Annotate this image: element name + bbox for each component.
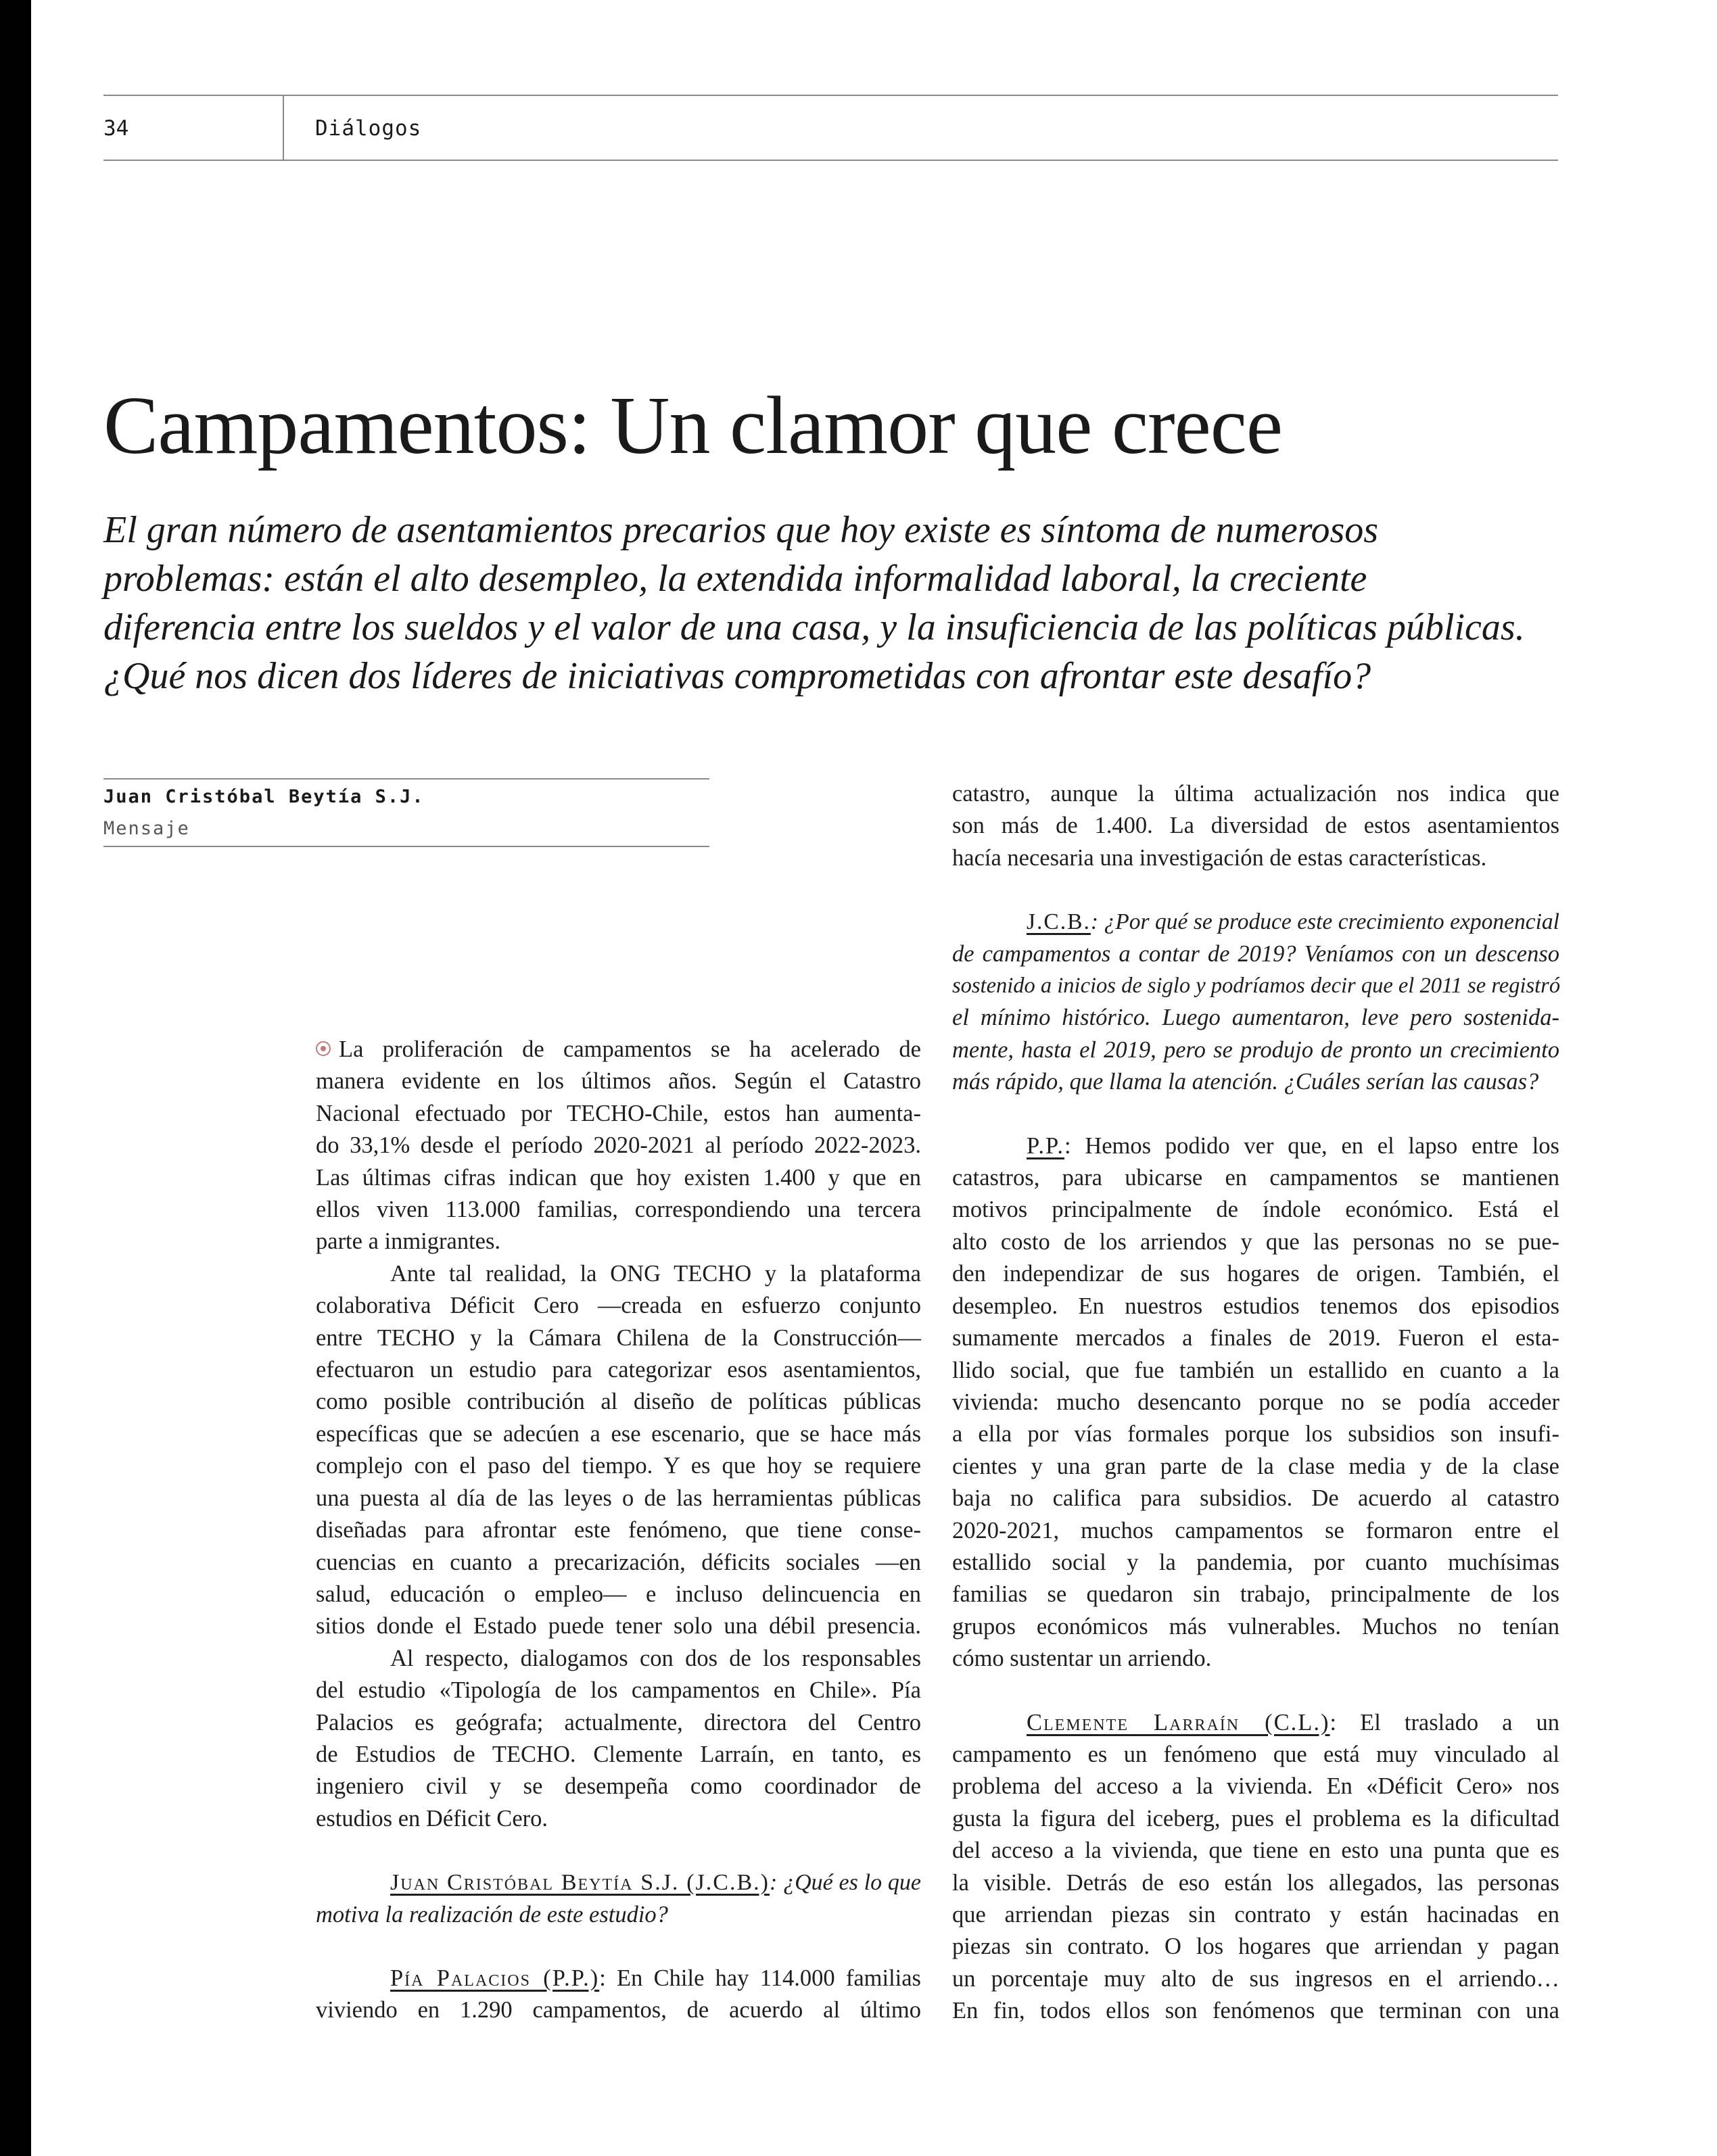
body-line: gusta la figura del iceberg, pues el problema es la dificultad xyxy=(952,1805,1559,1831)
byline-author: Juan Cristóbal Beytía S.J. xyxy=(103,786,425,807)
lede-line: ¿Qué nos dicen dos líderes de iniciativas comprometidas con afrontar este desafío? xyxy=(103,655,1371,697)
body-line: catastro, aunque la última actualización nos indica que xyxy=(952,781,1559,807)
body-line: un porcentaje muy alto de sus ingresos en el arriendo… xyxy=(952,1965,1559,1992)
question-line: mente, hasta el 2019, pero se produjo de pronto un crecimiento xyxy=(952,1036,1559,1063)
body-line: sitios donde el Estado puede tener solo una débil presencia. xyxy=(316,1613,921,1639)
body-line: do 33,1% desde el período 2020-2021 al período 2022-2023. xyxy=(316,1132,921,1159)
header-divider xyxy=(283,95,284,160)
body-line: la visible. Detrás de eso están los allegados, las personas xyxy=(952,1869,1559,1896)
scan-edge-strip xyxy=(0,0,31,2156)
body-column-right xyxy=(952,778,1559,2028)
page-number: 34 xyxy=(103,116,129,141)
body-line: En fin, todos ellos son fenómenos que terminan con una xyxy=(952,1998,1559,2024)
body-line: una puesta al día de las leyes o de las herramientas públicas xyxy=(316,1485,921,1511)
body-line: sumamente mercados a finales de 2019. Fueron el esta- xyxy=(952,1325,1559,1351)
question-line: de campamentos a contar de 2019? Veníamos con un descenso xyxy=(952,940,1559,967)
body-line: complejo con el paso del tiempo. Y es que hoy se requiere xyxy=(316,1453,921,1479)
body-line: ellos viven 113.000 familias, correspondiendo una tercera xyxy=(316,1197,921,1223)
speaker-label: J.C.B. xyxy=(1027,909,1091,935)
article-lede xyxy=(103,506,1591,700)
speaker-label: Juan Cristóbal Beytía S.J. (J.C.B.) xyxy=(390,1870,770,1896)
body-line: Al respecto, dialogamos con dos de los responsables xyxy=(390,1645,921,1671)
body-line: específicas que se adecúen a ese escenario, que se hace más xyxy=(316,1420,921,1447)
byline-publication: Mensaje xyxy=(103,818,190,839)
body-line: que arriendan piezas sin contrato y están hacinadas en xyxy=(952,1902,1559,1927)
question-line: J.C.B.: ¿Por qué se produce este crecimiento exponencial xyxy=(1027,909,1559,935)
lede-line: El gran número de asentamientos precarios que hoy existe es síntoma de numerosos xyxy=(103,509,1379,551)
speaker-label: P.P. xyxy=(1027,1132,1064,1159)
body-line: baja no califica para subsidios. De acuerdo al catastro xyxy=(952,1485,1559,1512)
body-line: Palacios es geógrafa; actualmente, directora del Centro xyxy=(316,1709,921,1735)
lede-line: diferencia entre los sueldos y el valor de una casa, y la insuficiencia de las políticas públicas. xyxy=(103,606,1525,648)
question-line: el mínimo histórico. Luego aumentaron, leve pero sostenida- xyxy=(952,1005,1559,1031)
question-line: más rápido, que llama la atención. ¿Cuáles serían las causas? xyxy=(952,1069,1539,1095)
section-name: Diálogos xyxy=(315,116,422,141)
article-title: Campamentos: Un clamor que crece xyxy=(103,380,1283,471)
body-line: den independizar de sus hogares de origen. También, el xyxy=(952,1261,1559,1287)
body-line: entre TECHO y la Cámara Chilena de la Construcción— xyxy=(316,1324,921,1351)
rosette-ornament-icon xyxy=(316,1041,331,1056)
body-line: parte a inmigrantes. xyxy=(316,1228,501,1255)
body-line: salud, educación o empleo— e incluso delincuencia en xyxy=(316,1581,921,1607)
body-line: estudios en Déficit Cero. xyxy=(316,1805,548,1831)
body-line: del estudio «Tipología de los campamentos en Chile». Pía xyxy=(316,1677,921,1704)
question-line: motiva la realización de este estudio? xyxy=(316,1901,668,1927)
speaker-label: Clemente Larraín (C.L.) xyxy=(1027,1709,1330,1735)
body-line: cuencias en cuanto a precarización, déficits sociales —en xyxy=(316,1549,921,1575)
body-line: familias se quedaron sin trabajo, principalmente de los xyxy=(952,1581,1559,1608)
body-line: diseñadas para afrontar este fenómeno, que tiene conse- xyxy=(316,1517,921,1543)
body-line: campamento es un fenómeno que está muy vinculado al xyxy=(952,1741,1559,1767)
answer-line: P.P.: Hemos podido ver que, en el lapso entre los xyxy=(1027,1132,1559,1159)
body-line: piezas sin contrato. O los hogares que arriendan y pagan xyxy=(952,1934,1559,1960)
body-line: catastros, para ubicarse en campamentos se mantienen xyxy=(952,1165,1559,1191)
answer-line: Clemente Larraín (C.L.): El traslado a un xyxy=(1027,1709,1559,1735)
question-line: Juan Cristóbal Beytía S.J. (J.C.B.): ¿Qué es lo que xyxy=(390,1870,921,1896)
body-line: estallido social y la pandemia, por cuanto muchísimas xyxy=(952,1549,1559,1575)
body-line: vivienda: mucho desencanto porque no se podía acceder xyxy=(952,1389,1559,1415)
body-line: La proliferación de campamentos se ha acelerado de xyxy=(316,1034,921,1065)
body-line: como posible contribución al diseño de políticas públicas xyxy=(316,1389,921,1415)
body-line: 2020-2021, muchos campamentos se formaron entre el xyxy=(952,1517,1559,1543)
question-line: sostenido a inicios de siglo y podríamos decir que el 2011 se registró xyxy=(952,974,1561,999)
body-line: efectuaron un estudio para categorizar esos asentamientos, xyxy=(316,1357,921,1383)
body-line: de Estudios de TECHO. Clemente Larraín, en tanto, es xyxy=(316,1741,921,1767)
body-line: ingeniero civil y se desempeña como coordinador de xyxy=(316,1773,921,1800)
body-line: cómo sustentar un arriendo. xyxy=(952,1646,1212,1672)
byline-rule-bottom xyxy=(103,846,709,847)
body-line: a ella por vías formales porque los subsidios son insufi- xyxy=(952,1421,1559,1447)
byline-rule-top xyxy=(103,778,709,780)
header-rule-bottom xyxy=(103,160,1558,161)
body-line: manera evidente en los últimos años. Según el Catastro xyxy=(316,1068,921,1095)
body-line: del acceso a la vivienda, que tiene en esto una punta que es xyxy=(952,1838,1559,1864)
header-rule-top xyxy=(103,95,1558,96)
body-line: hacía necesaria una investigación de estas características. xyxy=(952,844,1487,871)
body-line: Nacional efectuado por TECHO-Chile, estos han aumenta- xyxy=(316,1100,921,1126)
body-line: llido social, que fue también un estallido en cuanto a la xyxy=(952,1357,1559,1383)
body-line: grupos económicos más vulnerables. Muchos no tenían xyxy=(952,1613,1559,1639)
speaker-label: Pía Palacios (P.P.) xyxy=(390,1965,600,1991)
body-line: cientes y una gran parte de la clase media y de la clase xyxy=(952,1453,1559,1479)
lede-line: problemas: están el alto desempleo, la extendida informalidad laboral, la creciente xyxy=(103,558,1367,600)
body-line: son más de 1.400. La diversidad de estos asentamientos xyxy=(952,813,1559,839)
body-line: desempleo. En nuestros estudios tenemos dos episodios xyxy=(952,1293,1559,1319)
body-line: Las últimas cifras indican que hoy existen 1.400 y que en xyxy=(316,1164,921,1191)
body-line: alto costo de los arriendos y que las personas no se pue- xyxy=(952,1228,1559,1255)
body-line: problema del acceso a la vivienda. En «Déficit Cero» nos xyxy=(952,1773,1559,1800)
body-line: viviendo en 1.290 campamentos, de acuerdo al último xyxy=(316,1997,921,2023)
body-column-left xyxy=(316,1034,921,2027)
body-line: Ante tal realidad, la ONG TECHO y la plataforma xyxy=(390,1260,921,1287)
body-line: colaborativa Déficit Cero —creada en esfuerzo conjunto xyxy=(316,1293,921,1319)
answer-line: Pía Palacios (P.P.): En Chile hay 114.000 familias xyxy=(390,1965,921,1991)
body-line: motivos principalmente de índole económico. Está el xyxy=(952,1197,1559,1223)
